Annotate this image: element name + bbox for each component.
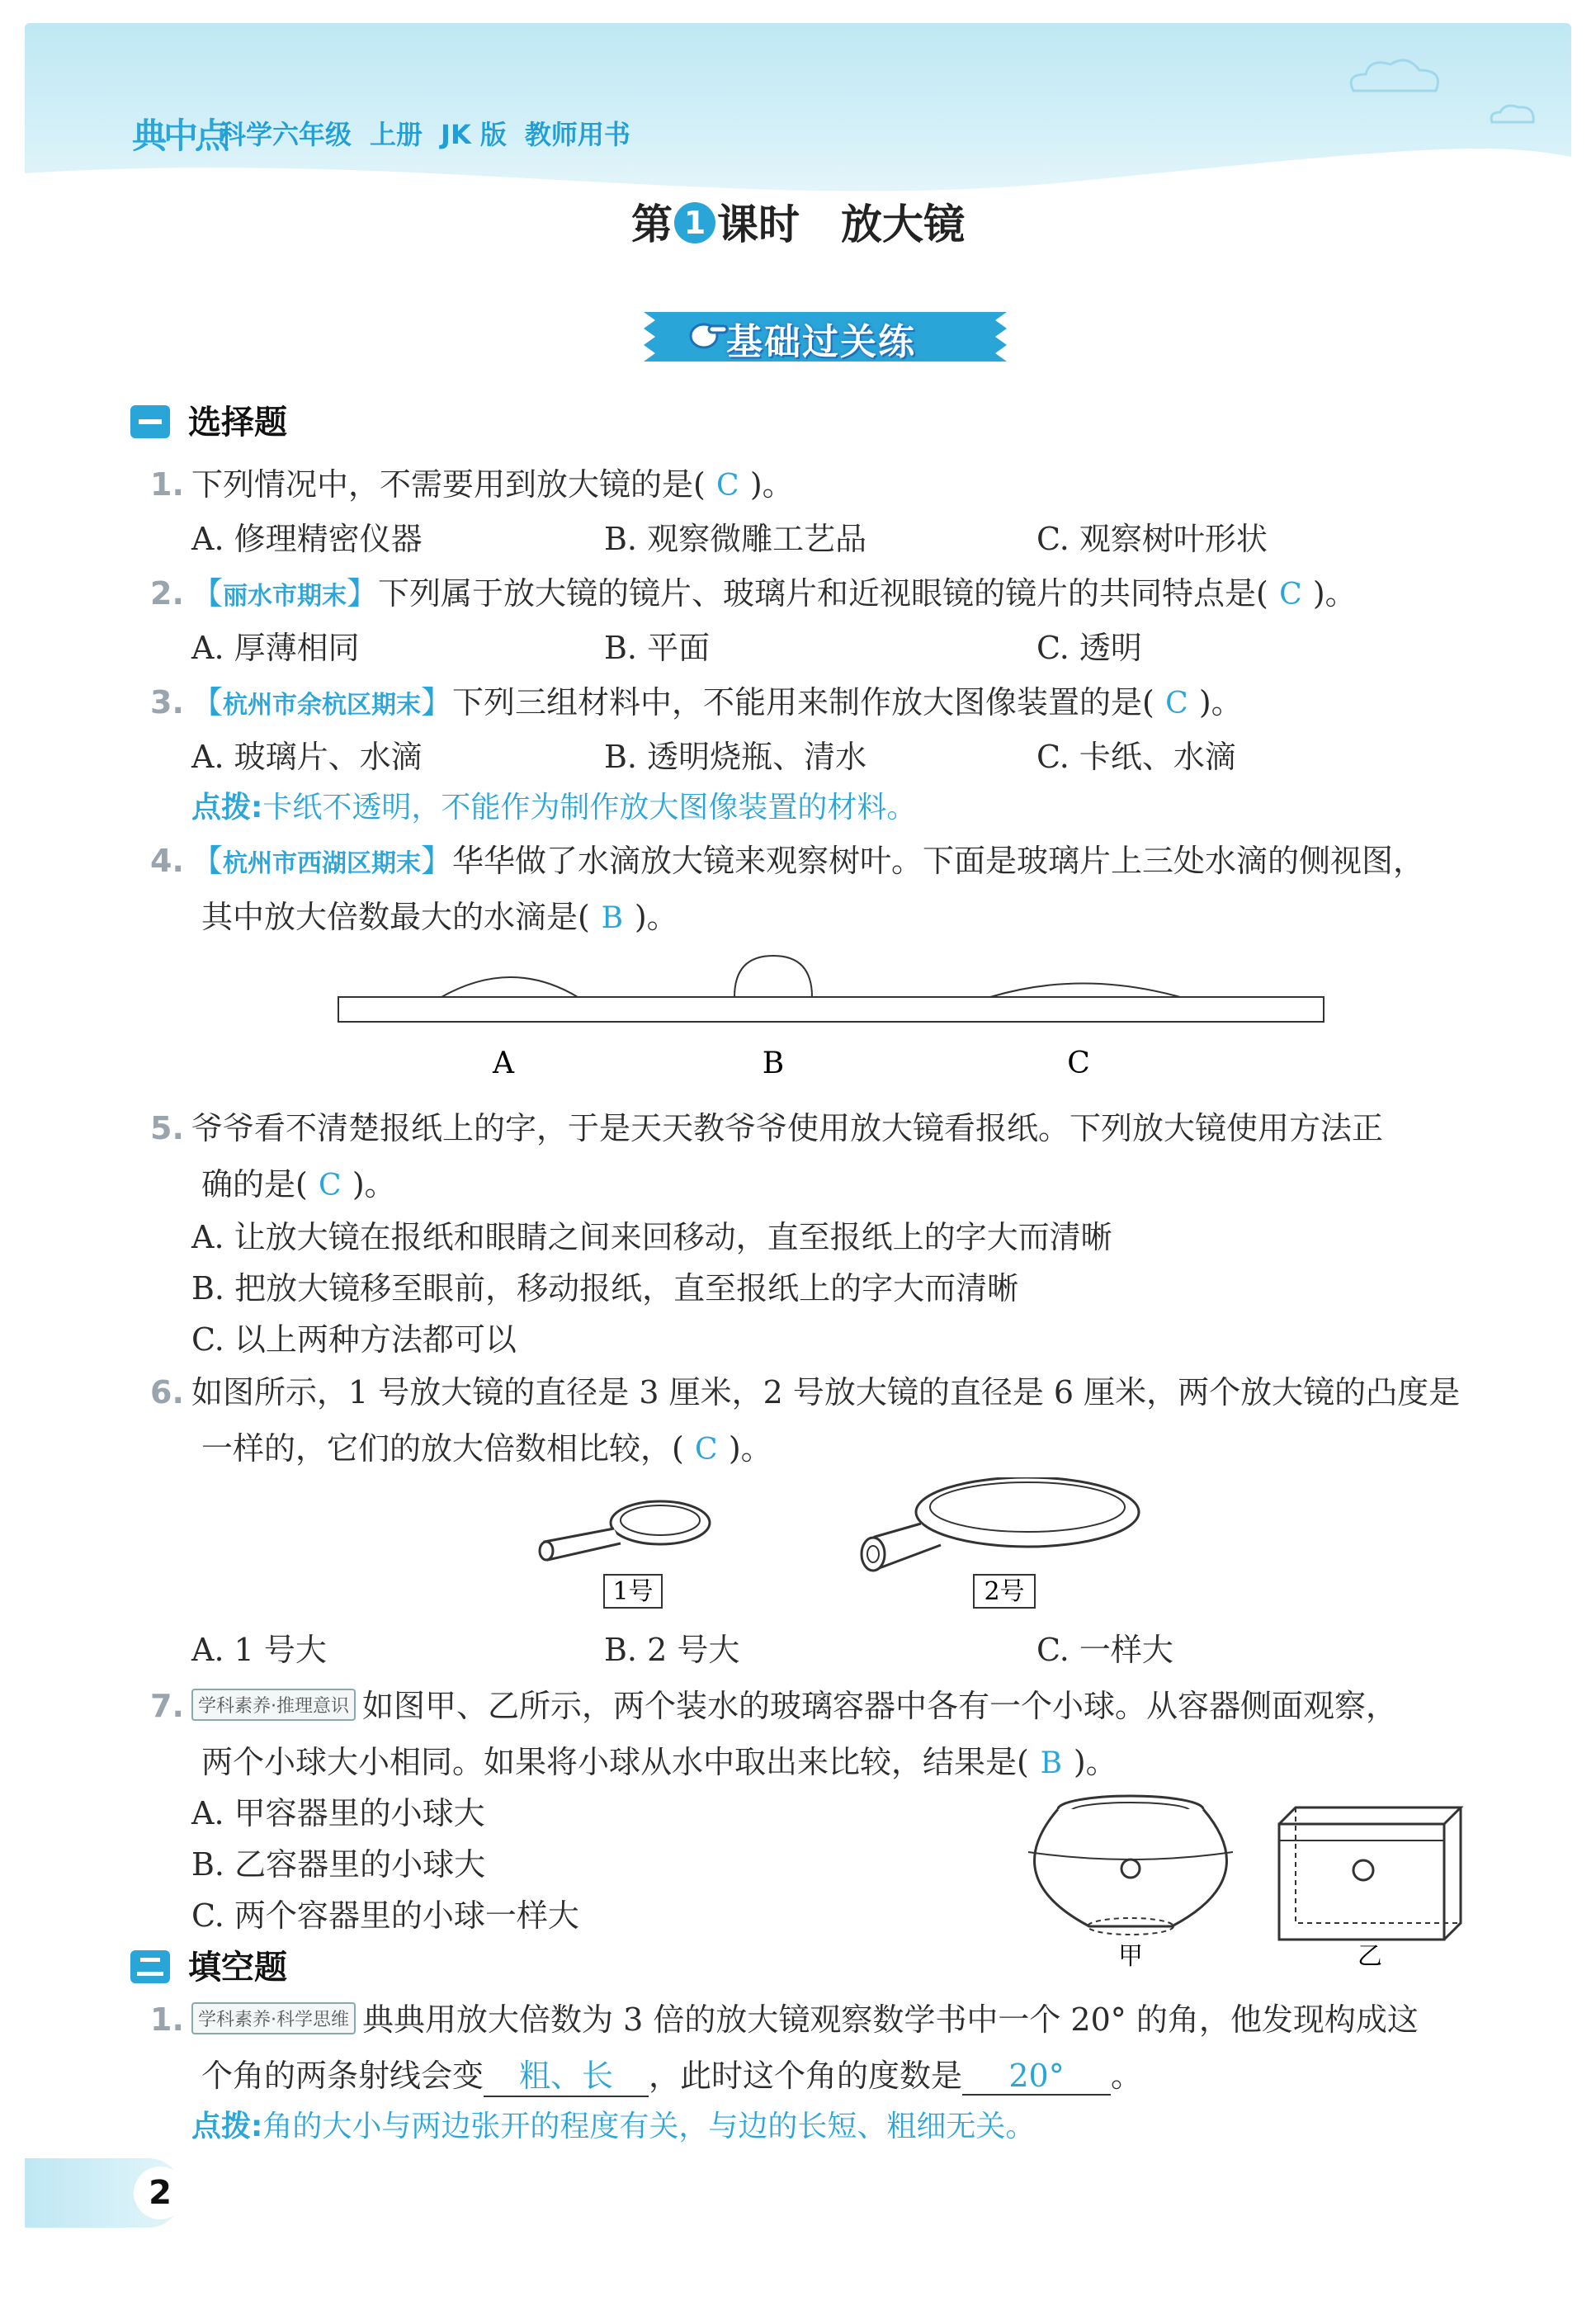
figure-label-a: A xyxy=(493,1047,514,1080)
lesson-number: 1 xyxy=(674,202,715,243)
question-3: 3. 【杭州市余杭区期末】下列三组材料中，不能用来制作放大图像装置的是( C )。 xyxy=(150,677,1243,722)
option: A. 甲容器里的小球大 xyxy=(191,1795,485,1831)
figure-label-c: C xyxy=(1067,1047,1090,1080)
source-tag: 【丽水市期末】 xyxy=(191,575,379,612)
containers-figure xyxy=(1023,1788,1469,1969)
question-6: 6. 如图所示，1 号放大镜的直径是 3 厘米，2 号放大镜的直径是 6 厘米，两个放大镜的凸度是 xyxy=(150,1374,1461,1411)
pointing-hand-icon xyxy=(689,318,729,351)
fill-question-1: 1. 学科素养·科学思维 典典用放大倍数为 3 倍的放大镜观察数学书中一个 20° 的角，他发现构成这 xyxy=(150,2001,1419,2038)
hint: 点拨:角的大小与两边张开的程度有关，与边的长短、粗细无关。 xyxy=(191,2110,1036,2143)
option: B. 平面 xyxy=(604,630,711,666)
answer: C xyxy=(695,1433,718,1467)
lesson-name: 放大镜 xyxy=(841,201,965,248)
option: A. 修理精密仪器 xyxy=(191,521,423,557)
option: C. 以上两种方法都可以 xyxy=(191,1321,517,1358)
option: A. 让放大镜在报纸和眼睛之间来回移动，直至报纸上的字大而清晰 xyxy=(191,1219,1112,1255)
volume: 上册 xyxy=(370,119,423,150)
figure-label-jia: 甲 xyxy=(1118,1942,1143,1969)
book-type: 教师用书 xyxy=(524,119,630,150)
literacy-tag: 学科素养·科学思维 xyxy=(191,2002,356,2034)
cloud-icon xyxy=(1337,50,1452,107)
question-2: 2. 【丽水市期末】下列属于放大镜的镜片、玻璃片和近视眼镜的镜片的共同特点是( C )。 xyxy=(150,568,1357,613)
answer: C xyxy=(1165,687,1188,721)
question-5: 5. 爷爷看不清楚报纸上的字，于是天天教爷爷使用放大镜看报纸。下列放大镜使用方法正 xyxy=(150,1110,1384,1146)
option: C. 一样大 xyxy=(1036,1632,1173,1668)
question-4-line2: 其中放大倍数最大的水滴是( B )。 xyxy=(201,899,678,935)
figure-label-yi: 乙 xyxy=(1358,1942,1382,1969)
subject: 科学六年级 xyxy=(220,119,352,150)
fill-question-1-line2: 个角的两条射线会变 粗、长 ，此时这个角的度数是 20° 。 xyxy=(201,2050,1142,2097)
cloud-icon xyxy=(1485,97,1543,130)
option: B. 2 号大 xyxy=(604,1632,740,1668)
option: A. 厚薄相同 xyxy=(191,630,360,666)
option: B. 把放大镜移至眼前，移动报纸，直至报纸上的字大而清晰 xyxy=(191,1270,1019,1307)
option: B. 透明烧瓶、清水 xyxy=(604,739,867,775)
book-title xyxy=(220,114,649,152)
question-7-line2: 两个小球大小相同。如果将小球从水中取出来比较，结果是( B )。 xyxy=(201,1744,1117,1780)
section-marker-icon xyxy=(130,1950,170,1983)
option: A. 玻璃片、水滴 xyxy=(191,739,423,775)
option: C. 卡纸、水滴 xyxy=(1036,739,1236,775)
question-6-line2: 一样的，它们的放大倍数相比较，( C )。 xyxy=(201,1430,772,1467)
banner-label: 基础过关练 xyxy=(726,321,916,363)
magnifier-figure xyxy=(528,1477,1155,1618)
option: C. 两个容器里的小球一样大 xyxy=(191,1897,579,1934)
water-drop-figure xyxy=(330,949,1337,1081)
blank-answer: 粗、长 xyxy=(484,2050,649,2097)
figure-label-b: B xyxy=(762,1047,785,1080)
answer: C xyxy=(319,1169,342,1203)
option: C. 透明 xyxy=(1036,630,1142,666)
blank-answer: 20° xyxy=(962,2058,1111,2096)
answer: C xyxy=(1279,578,1302,612)
brand-logo: 典中点 xyxy=(132,116,227,156)
option: C. 观察树叶形状 xyxy=(1036,521,1268,557)
question-5-line2: 确的是( C )。 xyxy=(201,1166,396,1203)
answer: B xyxy=(601,901,624,935)
question-4: 4. 【杭州市西湖区期末】华华做了水滴放大镜来观察树叶。下面是玻璃片上三处水滴的侧视图， xyxy=(150,835,1424,881)
lesson-title: 第 1 课时 放大镜 xyxy=(631,201,965,248)
question-1: 1. 下列情况中，不需要用到放大镜的是( C )。 xyxy=(150,466,794,503)
option: B. 观察微雕工艺品 xyxy=(604,521,867,557)
section-fill-blank: 填空题 xyxy=(130,1941,287,1988)
option: A. 1 号大 xyxy=(191,1632,327,1668)
page-number: 2 xyxy=(134,2167,187,2219)
figure-label-2: 2号 xyxy=(984,1577,1025,1606)
hint: 点拨:卡纸不透明，不能作为制作放大图像装置的材料。 xyxy=(191,791,917,825)
answer: B xyxy=(1040,1746,1063,1780)
section-choice: 选择题 xyxy=(130,396,287,443)
source-tag: 【杭州市余杭区期末】 xyxy=(191,684,453,721)
source-tag: 【杭州市西湖区期末】 xyxy=(191,843,453,879)
literacy-tag: 学科素养·推理意识 xyxy=(191,1689,356,1721)
answer: C xyxy=(716,469,739,503)
figure-label-1: 1号 xyxy=(612,1577,654,1606)
question-7: 7. 学科素养·推理意识 如图甲、乙所示，两个装水的玻璃容器中各有一个小球。从容器侧面观察， xyxy=(150,1688,1398,1724)
option: B. 乙容器里的小球大 xyxy=(191,1846,486,1883)
section-marker-icon xyxy=(130,405,170,438)
edition: JK 版 xyxy=(441,119,507,150)
